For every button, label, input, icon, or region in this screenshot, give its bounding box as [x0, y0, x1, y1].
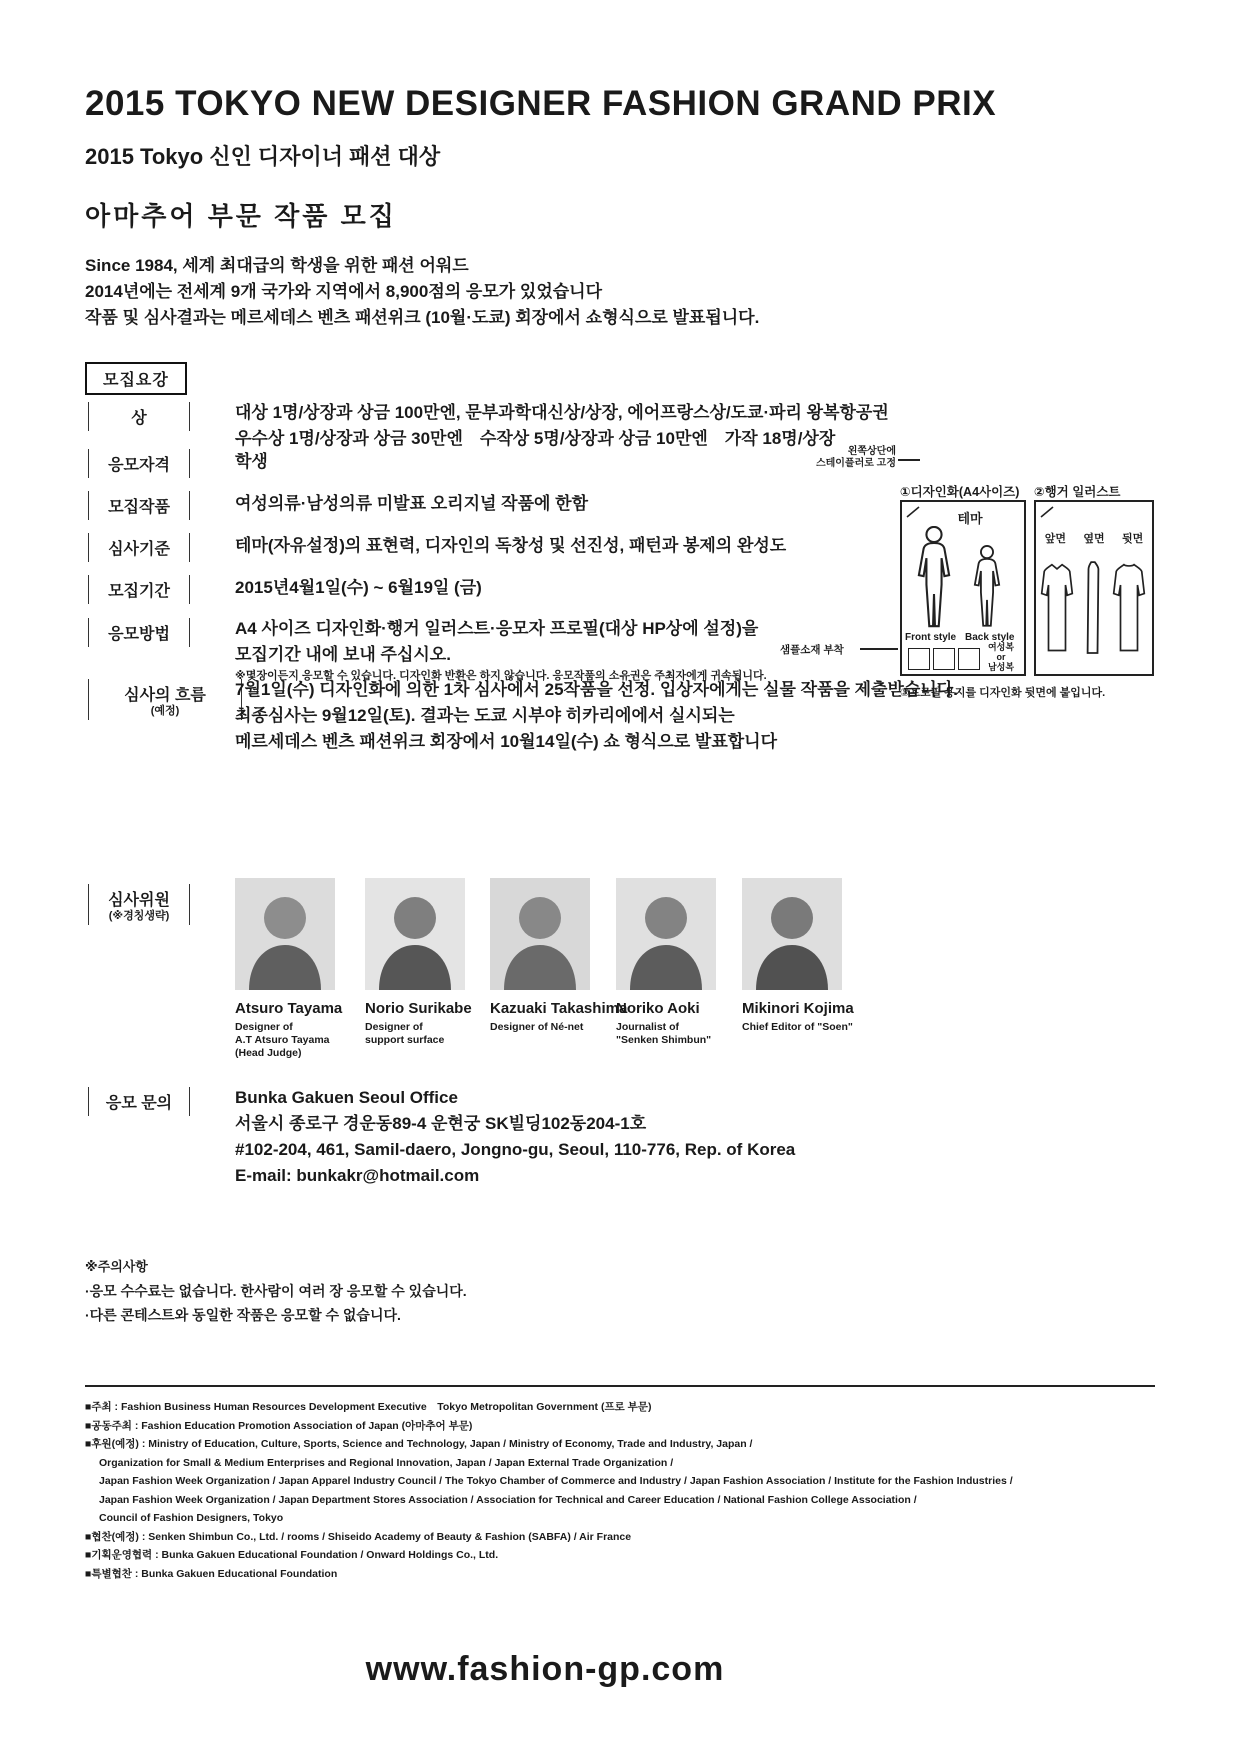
staple-annotation-line: 왼쪽상단에: [847, 446, 896, 457]
judge-desc-line: A.T Atsuro Tayama: [235, 1034, 330, 1046]
judge-portrait-photo: [616, 878, 716, 990]
staple-annotation: [784, 446, 896, 470]
row-label-method: 응모방법: [88, 618, 190, 647]
submission-diagram: [778, 442, 1173, 704]
row-label-award: 상: [88, 402, 190, 431]
front-figure-icon: [910, 526, 958, 630]
fabric-sample-annotation: 샘플소재 부착: [780, 644, 844, 656]
fabric-sample-square: [933, 648, 955, 670]
hanger-illust-label: ②행거 일러스트: [1034, 485, 1121, 499]
judge-card: [616, 878, 726, 1047]
method-line: 모집기간 내에 보내 주십시오.: [235, 645, 451, 664]
garment-front-icon: [1040, 548, 1074, 668]
gender-label: [980, 642, 1022, 672]
judge-name: Kazuaki Takashima: [490, 1000, 628, 1017]
gender-label-line: 남성복: [987, 662, 1015, 672]
row-label-period: 모집기간: [88, 575, 190, 604]
footer-line: Council of Fashion Designers, Tokyo: [99, 1512, 284, 1524]
person-silhouette-icon: [235, 878, 335, 990]
page-subtitle: 2015 Tokyo 신인 디자이너 패션 대상: [85, 144, 441, 169]
method-fine-print: ※몇장이든지 응모할 수 있습니다. 디자인화 반환은 하지 않습니다. 응모작품의 소유권은 주최자에게 귀속됩니다.: [235, 670, 767, 682]
footer-line: Japan Fashion Week Organization / Japan Apparel Industry Council / The Tokyo Chamber of Commerce and Industry / Japan Fashion Association / Institute for the Fashion Industries /: [99, 1475, 1013, 1487]
footer-line: Organization for Small & Medium Enterprises and Regional Innovation, Japan / Japan External Trade Organization /: [99, 1456, 674, 1469]
judge-card: [235, 878, 345, 1060]
judging-flow-line: 7월1일(수) 디자인화에 의한 1차 심사에서 25작품을 선정. 입상자에게는 실물 작품을 제출받습니다.: [235, 680, 958, 699]
row-label-eligibility: 응모자격: [88, 449, 190, 478]
judge-card: [365, 878, 475, 1047]
judge-name: Noriko Aoki: [616, 1000, 700, 1017]
person-silhouette-icon: [490, 878, 590, 990]
row-value-works: [235, 491, 588, 517]
judges-sublabel: (※경칭생략): [108, 910, 170, 922]
award-line: 대상 1명/상장과 상금 100만엔, 문부과학대신상/상장, 에어프랑스상/도쿄·파리 왕복항공권: [235, 403, 889, 422]
judge-desc-line: Journalist of: [616, 1021, 680, 1033]
judge-card: [490, 878, 628, 1034]
award-line: 우수상 1명/상장과 상금 30만엔 수작상 5명/상장과 상금 10만엔 가작 18명/상장: [235, 429, 836, 448]
hanger-view-labels: [1036, 530, 1152, 546]
judge-description: [490, 1021, 600, 1034]
judges-label: 심사위원: [108, 892, 170, 909]
profile-sheet-note: ③프로필 용지를 디자인화 뒷면에 붙입니다.: [900, 687, 1106, 699]
judge-desc-line: support surface: [365, 1034, 445, 1046]
judge-desc-line: Designer of: [365, 1021, 423, 1033]
judges-strip: [0, 878, 1241, 1078]
page-title: 2015 TOKYO NEW DESIGNER FASHION GRAND PRIX: [85, 84, 997, 123]
hanger-illust-box: [1034, 500, 1154, 676]
row-value-eligibility: [235, 449, 268, 475]
judge-description: [742, 1021, 852, 1034]
intro-line: Since 1984, 세계 최대급의 학생을 위한 패션 어워드: [85, 256, 469, 275]
judge-portrait-photo: [365, 878, 465, 990]
footer-line: ■기획운영협력 : Bunka Gakuen Educational Foundation / Onward Holdings Co., Ltd.: [85, 1549, 499, 1561]
judge-name: Atsuro Tayama: [235, 1000, 343, 1017]
back-style-label: Back style: [965, 632, 1015, 643]
person-silhouette-icon: [742, 878, 842, 990]
fabric-sample-square: [958, 648, 980, 670]
judge-portrait-photo: [490, 878, 590, 990]
back-view-label: 뒷면: [1122, 533, 1144, 545]
contact-address-en: #102-204, 461, Samil-daero, Jongno-gu, Seoul, 110-776, Rep. of Korea: [235, 1140, 796, 1159]
footer-line: ■공동주최 : Fashion Education Promotion Association of Japan (아마추어 부문): [85, 1419, 473, 1432]
footer-line: ■후원(예정) : Ministry of Education, Culture, Sports, Science and Technology, Japan / Ministry of Economy, Trade and Industry, Japan /: [85, 1438, 753, 1450]
row-value-method: [235, 616, 767, 684]
front-style-label: Front style: [905, 632, 957, 643]
person-silhouette-icon: [616, 878, 716, 990]
leader-line: [860, 648, 898, 650]
footer-line: ■주최 : Fashion Business Human Resources Development Executive Tokyo Metropolitan Government (프로 부문): [85, 1401, 652, 1413]
footer-line: ■협찬(예정) : Senken Shimbun Co., Ltd. / rooms / Shiseido Academy of Beauty & Fashion (SABFA) / Air France: [85, 1530, 632, 1543]
judge-card: [742, 878, 852, 1034]
garment-side-icon: [1084, 548, 1102, 668]
judging-flow-line: 최종심사는 9월12일(토). 결과는 도쿄 시부야 히카리에에서 실시되는: [235, 706, 735, 725]
caution-line: ·응모 수수료는 없습니다. 한사람이 여러 장 응모할 수 있습니다.: [85, 1283, 467, 1299]
judge-portrait-photo: [235, 878, 335, 990]
intro-line: 2014년에는 전세계 9개 국가와 지역에서 8,900점의 응모가 있었습니다: [85, 282, 603, 301]
garment-back-icon: [1112, 548, 1146, 668]
fabric-sample-square: [908, 648, 930, 670]
caution-heading: ※주의사항: [85, 1259, 148, 1274]
judging-flow-label: 심사의 흐름: [124, 687, 206, 704]
leader-line: [898, 459, 920, 461]
row-label-contact: 응모 문의: [88, 1087, 190, 1116]
judge-desc-line: Designer of Né-net: [490, 1021, 584, 1033]
footer-line: Japan Fashion Week Organization / Japan Department Stores Association / Association for Technical and Career Education / National Fashion College Association /: [99, 1493, 917, 1506]
footer-line: ■특별협찬 : Bunka Gakuen Educational Foundation: [85, 1567, 338, 1580]
row-label-works: 모집작품: [88, 491, 190, 520]
row-value-period: [235, 575, 482, 601]
staple-mark-icon: [1038, 504, 1056, 520]
person-silhouette-icon: [365, 878, 465, 990]
back-figure-icon: [968, 544, 1006, 630]
staple-annotation-line: 스테이플러로 고정: [815, 458, 896, 469]
intro-paragraph: [85, 253, 759, 331]
section-heading: 아마추어 부문 작품 모집: [85, 201, 397, 231]
design-sheet-label: ①디자인화(A4사이즈): [900, 485, 1020, 499]
judge-desc-line: Chief Editor of "Soen": [742, 1021, 853, 1033]
caution-line: ·다른 콘테스트와 동일한 작품은 응모할 수 없습니다.: [85, 1307, 401, 1323]
row-value-contact: [235, 1085, 795, 1189]
judge-desc-line: "Senken Shimbun": [616, 1034, 712, 1046]
footer-divider: [85, 1385, 1155, 1387]
contact-address-kr: 서울시 종로구 경운동89-4 운현궁 SK빌딩102동204-1호: [235, 1114, 647, 1133]
judge-description: [616, 1021, 726, 1047]
row-label-criteria: 심사기준: [88, 533, 190, 562]
judge-portrait-photo: [742, 878, 842, 990]
intro-line: 작품 및 심사결과는 메르세데스 벤츠 패션위크 (10월·도쿄) 회장에서 쇼형식으로 발표됩니다.: [85, 308, 760, 327]
judge-desc-line: (Head Judge): [235, 1047, 302, 1059]
row-value-criteria: [235, 533, 786, 559]
contact-office: Bunka Gakuen Seoul Office: [235, 1088, 458, 1107]
method-line: A4 사이즈 디자인화·행거 일러스트·응모자 프로필(대상 HP상에 설정)을: [235, 619, 759, 638]
contact-email: E-mail: bunkakr@hotmail.com: [235, 1166, 480, 1185]
judge-name: Mikinori Kojima: [742, 1000, 854, 1017]
guidelines-box-label: 모집요강: [85, 362, 187, 395]
eligibility-line: 학생: [235, 452, 268, 471]
row-label-judging-flow: [88, 679, 242, 720]
judging-flow-line: 메르세데스 벤츠 패션위크 회장에서 10월14일(수) 쇼 형식으로 발표합니다: [235, 732, 778, 751]
judging-flow-sublabel: (예정): [150, 705, 180, 717]
website-url: www.fashion-gp.com: [365, 1650, 725, 1688]
judge-description: [365, 1021, 475, 1047]
gender-label-line: or: [996, 652, 1006, 662]
front-view-label: 앞면: [1044, 533, 1066, 545]
theme-label: 테마: [957, 511, 983, 526]
judge-name: Norio Surikabe: [365, 1000, 472, 1017]
fabric-sample-squares: [908, 648, 980, 670]
period-line: 2015년4월1일(수) ~ 6월19일 (금): [235, 578, 482, 597]
criteria-line: 테마(자유설정)의 표현력, 디자인의 독창성 및 선진성, 패턴과 봉제의 완성도: [235, 536, 787, 555]
judge-desc-line: Designer of: [235, 1021, 293, 1033]
side-view-label: 옆면: [1083, 533, 1105, 545]
gender-label-line: 여성복: [987, 642, 1015, 652]
organizers-footer: [85, 1398, 1185, 1583]
judge-description: [235, 1021, 345, 1060]
works-line: 여성의류·남성의류 미발표 오리지널 작품에 한함: [235, 494, 588, 513]
design-sheet-box: [900, 500, 1026, 676]
caution-notes: [85, 1255, 467, 1327]
